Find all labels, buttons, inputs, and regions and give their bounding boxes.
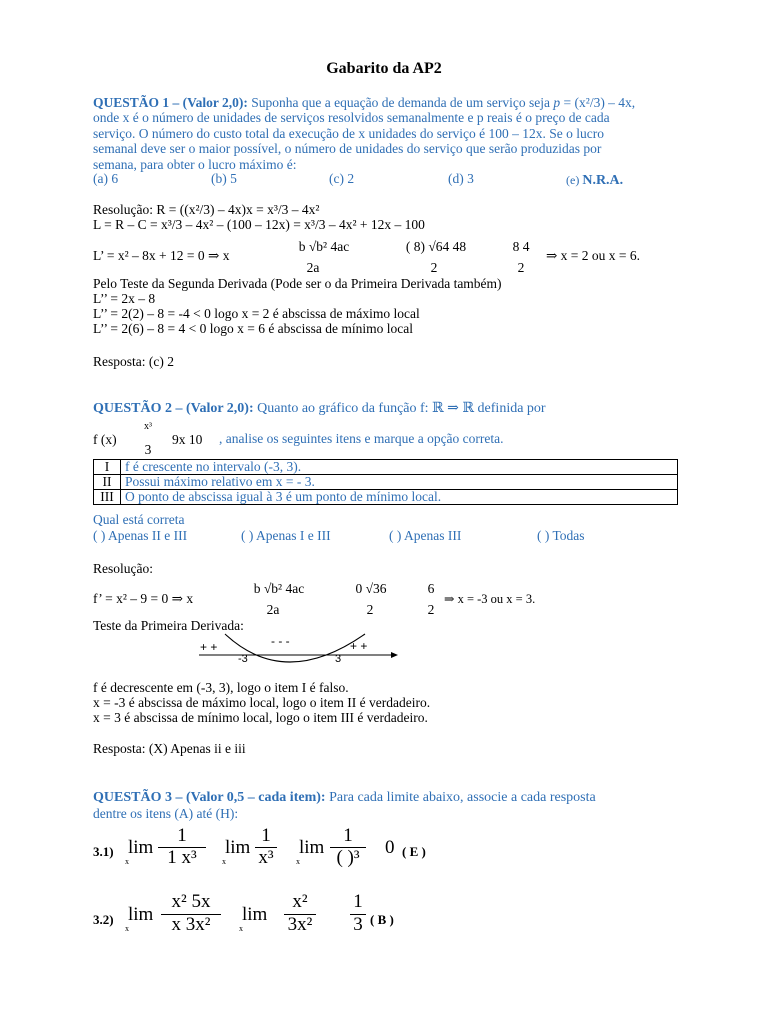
q2-items-table [93,459,678,505]
sign-left: + + [200,640,218,654]
q1-frac1-den: 2a [306,260,320,275]
q1-frac3-num: 8 4 [512,239,530,254]
q2-option-1: ( ) Apenas II e III [93,528,188,543]
q2-conclusion-2: x = -3 é abscissa de máximo local, logo o item II é verdadeiro. [93,695,431,710]
sign-right: + + [350,639,368,653]
q3-item2-answer: ( B ) [370,912,394,927]
q3-item1-label: 3.1) [93,844,114,859]
q2-conclusion-3: x = 3 é abscissa de mínimo local, logo o item III é verdadeiro. [93,710,428,725]
item-number: III [94,490,121,505]
q3-item1-f2-den: x³ [258,847,274,868]
q2-derivative: f’ = x² – 9 = 0 ⇒ x [93,591,194,606]
q3-item1-lim-a: lim [128,837,154,858]
q2-derivative-result: ⇒ x = -3 ou x = 3. [444,592,536,606]
q2-frac2-den: 2 [366,602,374,617]
q2-option-4: ( ) Todas [537,528,585,543]
item-number: I [94,460,121,475]
q1-derivative-result: ⇒ x = 2 ou x = 6. [546,248,641,263]
item-text: f é crescente no intervalo (-3, 3). [121,460,678,475]
q3-item2-f2-den: 3x² [287,914,313,935]
q3-item2-f3-num: 1 [353,891,363,912]
q2-first-test: Teste da Primeira Derivada: [93,618,244,633]
q1-option-b: (b) 5 [211,171,237,186]
tick-label-3: 3 [335,653,342,665]
q3-item1-lim-c: lim [299,837,325,858]
table-row [94,475,678,490]
q1-option-d: (d) 3 [448,171,474,186]
q2-statement: QUESTÃO 2 – (Valor 2,0): Quanto ao gráfico da função f: ℝ ⇒ ℝ definida por [93,401,546,416]
item-text: Possui máximo relativo em x = - 3. [121,475,678,490]
q1-test-2: L’’ = 2x – 8 [93,291,156,306]
sign-middle: - - - [271,634,290,648]
q1-frac3-den: 2 [517,260,525,275]
q2-conclusion-1: f é decrescente em (-3, 3), logo o item I é falso. [93,680,349,695]
q2-fx-after: , analise os seguintes itens e marque a opção correta. [219,431,504,446]
q3-item1-answer: ( E ) [402,844,426,859]
q1-resolution-2: L = R – C = x³/3 – 4x² – (100 – 12x) = x³/3 – 4x² + 12x – 100 [93,217,425,232]
q2-fx-rest: 9x 10 [172,432,203,447]
q2-fx-num: x³ [144,421,152,432]
q1-test-4: L’’ = 2(6) – 8 = 4 < 0 logo x = 6 é abscissa de mínimo local [93,321,414,336]
q3-item1-sub-c: x [296,857,300,866]
q3-item1-f3-num: 1 [343,825,353,846]
q3-item1-f1-num: 1 [177,825,187,846]
q1-option-e: (e) N.R.A. [566,173,624,188]
q2-frac2-num: 0 √36 [355,581,387,596]
q3-item2-f1-den: x 3x² [171,914,211,935]
q3-item2-lim-b: lim [242,904,268,925]
q2-option-3: ( ) Apenas III [389,528,462,543]
sign-diagram [195,630,405,672]
q1-frac2-num: ( 8) √64 48 [405,239,467,254]
q3-item2-f3-den: 3 [353,914,363,935]
q2-resolution-label: Resolução: [93,561,153,576]
q3-item2-sub-b: x [239,924,243,933]
q3-item2-label: 3.2) [93,912,114,927]
q2-which: Qual está correta [93,512,185,527]
q1-answer: Resposta: (c) 2 [93,354,174,369]
q3-item1-sub-b: x [222,857,226,866]
q1-statement: QUESTÃO 1 – (Valor 2,0): Suponha que a equação de demanda de um serviço seja p = (x²/3) – 4x, onde x é o número de unidades de serviços resolvidos semanalmente e p reais é o preço de cada serviço. O número do custo total da execução de x unidades do serviço é 100 – 12x. Se o lucro semanal deve ser o maior possível, o número de unidades do serviço que serão produzidas por semana, para obter o lucro máximo é: [93,95,636,172]
q2-frac3-den: 2 [427,602,435,617]
item-text: O ponto de abscissa igual à 3 é um ponto de mínimo local. [121,490,678,505]
q3-item2-sub-a: x [125,924,129,933]
q1-test-1: Pelo Teste da Segunda Derivada (Pode ser o da Primeira Derivada também) [93,276,502,291]
q2-fx-label: f (x) [93,432,117,447]
q1-option-c: (c) 2 [329,171,355,186]
page-title: Gabarito da AP2 [326,60,442,77]
q2-option-2: ( ) Apenas I e III [241,528,331,543]
q1-derivative: L’ = x² – 8x + 12 = 0 ⇒ x [93,248,230,263]
q3-heading: QUESTÃO 3 – (Valor 0,5 – cada item): [93,790,326,805]
tick-label-minus3: -3 [238,653,248,665]
q3-item1-result: 0 [385,837,395,858]
table-row [94,490,678,505]
q3-item1-f2-num: 1 [261,825,271,846]
item-number: II [94,475,121,490]
q3-statement-2: dentre os itens (A) até (H): [93,806,239,821]
q3-item2-f2-num: x² [292,891,308,912]
q2-fx-den: 3 [144,442,152,457]
q3-item1-sub-a: x [125,857,129,866]
q1-heading: QUESTÃO 1 – (Valor 2,0): [93,95,248,110]
q1-option-a: (a) 6 [93,171,119,186]
q1-frac2-den: 2 [430,260,438,275]
q3-statement: QUESTÃO 3 – (Valor 0,5 – cada item): Para cada limite abaixo, associe a cada resposta [93,790,596,805]
q2-frac1-num: b √b² 4ac [253,581,305,596]
q2-heading: QUESTÃO 2 – (Valor 2,0): [93,401,254,416]
q2-answer: Resposta: (X) Apenas ii e iii [93,741,246,756]
q3-item1-f3-den: ( )³ [336,847,360,868]
arrow-head-icon [391,652,398,658]
table-row [94,460,678,475]
q1-test-3: L’’ = 2(2) – 8 = -4 < 0 logo x = 2 é abscissa de máximo local [93,306,420,321]
q3-item2-lim-a: lim [128,904,154,925]
q1-frac1-num: b √b² 4ac [298,239,350,254]
q2-frac1-den: 2a [266,602,280,617]
q3-item2-f1-num: x² 5x [171,891,211,912]
q1-resolution-1: Resolução: R = ((x²/3) – 4x)x = x³/3 – 4x² [93,202,320,217]
q3-item1-lim-b: lim [225,837,251,858]
q2-frac3-num: 6 [427,581,435,596]
q3-item1-f1-den: 1 x³ [167,847,197,868]
